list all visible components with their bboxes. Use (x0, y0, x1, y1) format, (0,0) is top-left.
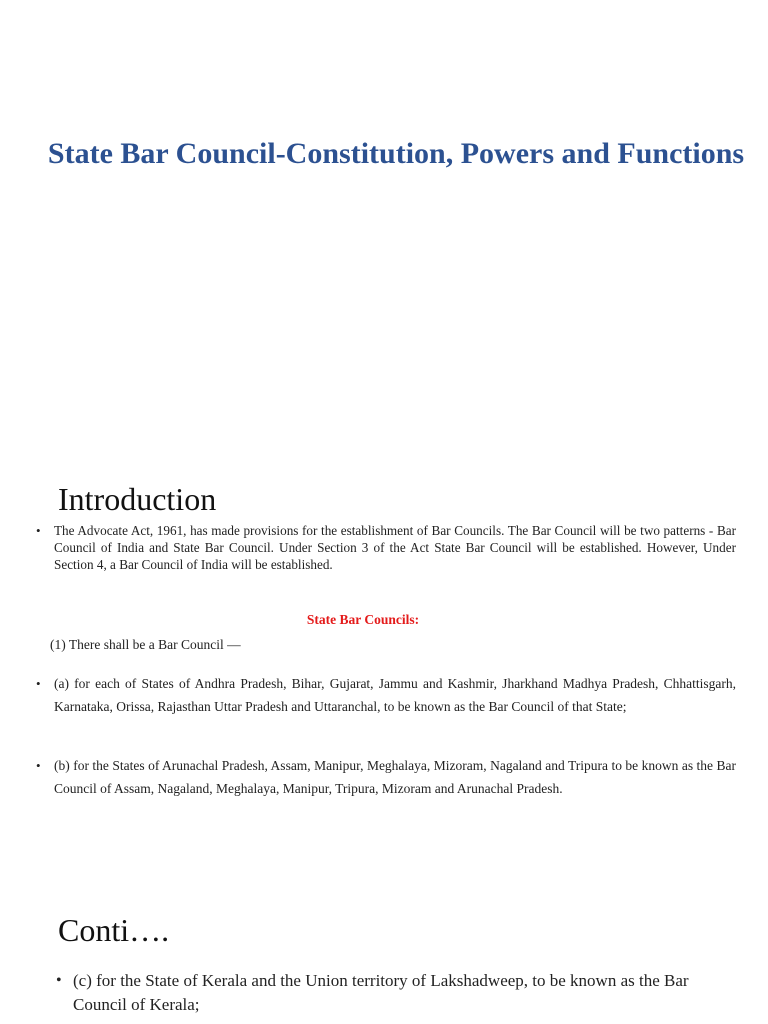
bullet-dot-icon: • (36, 758, 41, 773)
introduction-heading: Introduction (58, 481, 217, 517)
bullet-b-text: (b) for the States of Arunachal Pradesh, Assam, Manipur, Meghalaya, Mizoram, Nagaland and Tripura to be known as the Bar Council of Assam, Nagaland, Meghalaya, Manipur, Tripura, Mizoram and Arunachal Pradesh. (54, 758, 736, 796)
slide-introduction (0, 470, 768, 910)
slide-title (0, 0, 768, 470)
conti-heading: Conti…. (58, 912, 170, 948)
document-title: State Bar Council-Constitution, Powers and Functions (47, 137, 745, 170)
bullet-b (36, 754, 736, 800)
bullet-dot-icon: • (56, 972, 62, 989)
bullet-c (56, 969, 728, 1017)
intro-bullet (36, 522, 736, 573)
state-bar-councils-heading: State Bar Councils: (306, 612, 420, 627)
bullet-a (36, 672, 736, 718)
slide-continued (0, 905, 768, 1024)
bullet-c-text: (c) for the State of Kerala and the Union territory of Lakshadweep, to be known as the Bar Council of Kerala; (73, 971, 689, 1014)
intro-paragraph: The Advocate Act, 1961, has made provisions for the establishment of Bar Councils. The Bar Council will be two patterns - Bar Council of India and State Bar Council. Under Section 3 of the Act State Bar Council will be established. However, Under Section 4, a Bar Council of India will be established. (54, 523, 736, 572)
bullet-a-text: (a) for each of States of Andhra Pradesh, Bihar, Gujarat, Jammu and Kashmir, Jharkhand Madhya Pradesh, Chhattisgarh, Karnataka, Orissa, Rajasthan Uttar Pradesh and Uttaranchal, to be known as the Bar Council of that State; (54, 676, 736, 714)
bullet-dot-icon: • (36, 676, 41, 691)
bullet-dot-icon: • (36, 523, 41, 538)
shall-be-text: (1) There shall be a Bar Council — (50, 637, 241, 652)
